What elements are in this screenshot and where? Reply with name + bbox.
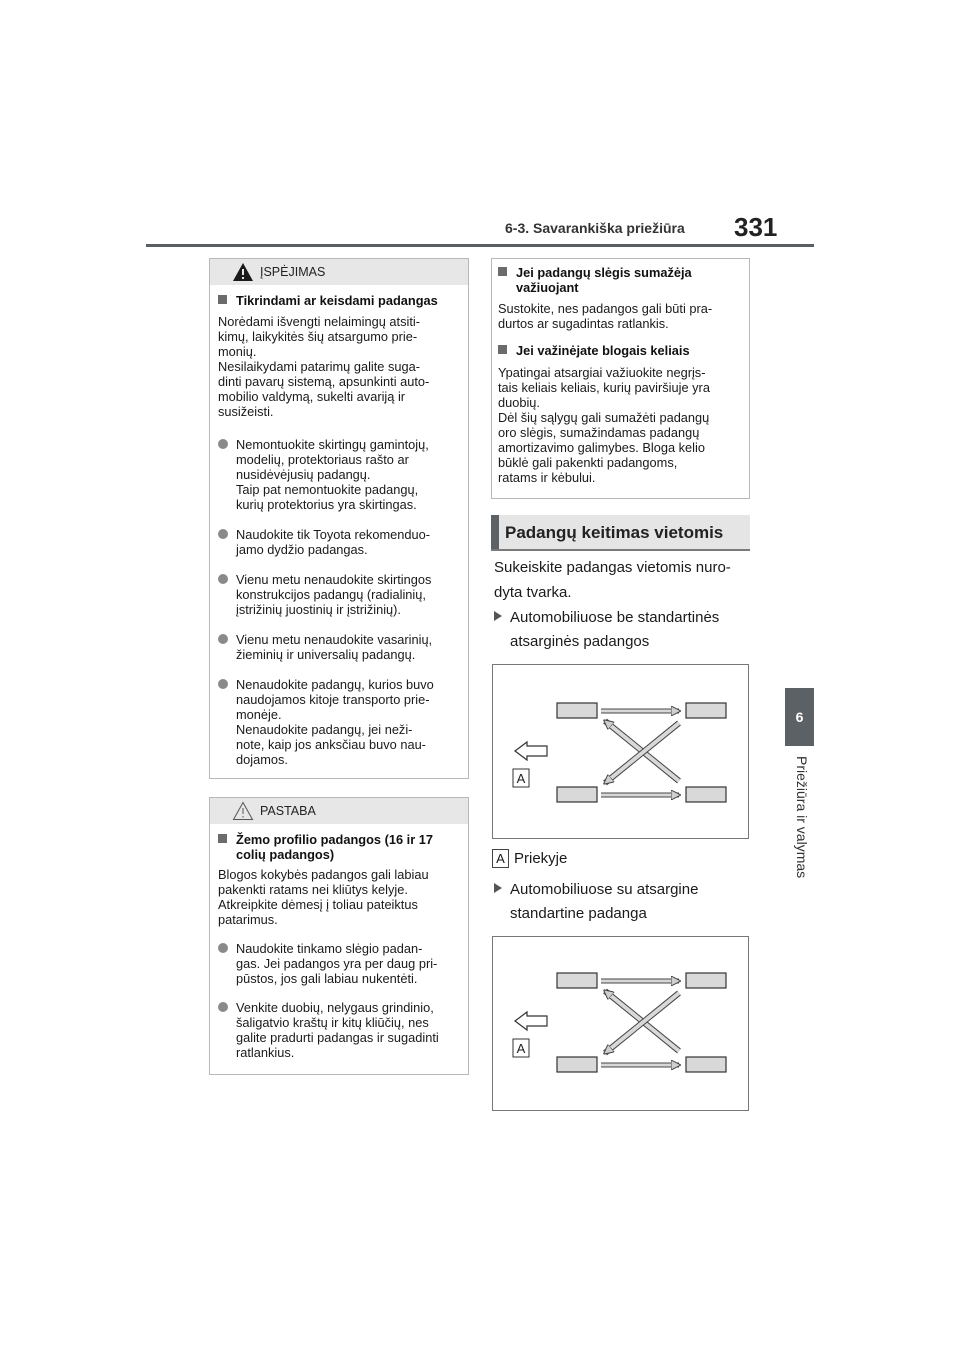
warning-bullet: Vienu metu nenaudokite vasarinių, žieminių ir universalių padangų. <box>218 632 460 662</box>
front-label: A <box>516 771 526 786</box>
warning-bullet: Nenaudokite padangų, kurios buvo naudojamos kitoje transporto prie- monėje. Nenaudokite padangų, jei neži- note, kaip jos anksčiau buvo nau- dojamos. <box>218 677 460 767</box>
page-number: 331 <box>734 212 778 242</box>
warning-triangle-icon <box>232 262 254 282</box>
round-bullet-icon <box>218 634 228 644</box>
warning-bullet: Nemontuokite skirtingų gamintojų, modelių, protektoriaus rašto ar nusidėvėjusių padangų. Taip pat nemontuokite padangų, kurių protektorius yra skirtingas. <box>218 437 460 512</box>
warning-title: ĮSPĖJIMAS <box>260 265 326 279</box>
round-bullet-icon <box>218 529 228 539</box>
tire-front-right <box>686 703 726 718</box>
warning-bullet: Naudokite tik Toyota rekomenduo- jamo dydžio padangas. <box>218 527 460 557</box>
round-bullet-icon <box>218 679 228 689</box>
info-heading: Jei padangų slėgis sumažėja važiuojant <box>498 265 743 295</box>
warning-heading: Tikrindami ar keisdami padangas <box>218 293 460 308</box>
square-bullet-icon <box>498 345 507 354</box>
section-accent <box>491 515 499 549</box>
rotation-diagram-svg <box>493 937 748 1110</box>
rotation-diagram-svg <box>493 665 748 838</box>
note-bullet: Naudokite tinkamo slėgio padan- gas. Jei padangos yra per daug pri- pūstos, jos gali labiau nukentėti. <box>218 941 460 986</box>
front-direction-arrow <box>515 1012 547 1030</box>
note-triangle-icon <box>232 801 254 821</box>
info-text: Sustokite, nes padangos gali būti pra- durtos ar sugadintas ratlankis. <box>498 301 713 331</box>
tire-front-right <box>686 973 726 988</box>
warning-intro: Norėdami išvengti nelaimingų atsiti- kimų, laikykitės šių atsargumo prie- monių. Nesilaikydami patarimų galite suga- dinti pavarų sistemą, apsunkinti auto- mobilio valdymą, sukelti avariją ir susižeisti. <box>218 314 430 419</box>
info-text: Ypatingai atsargiai važiuokite negrįs- tais keliais keliais, kurių paviršiuje yra duobių. Dėl šių sąlygų gali sumažėti padangų oro slėgis, sumažindamas padangų amortizavimo galimybes. Bloga kelio būklė gali pakenkti padangoms, ratams ir kėbului. <box>498 365 710 485</box>
tire-rear-left <box>557 1057 597 1072</box>
note-bullet: Venkite duobių, nelygaus grindinio, šaligatvio kraštų ir kitų kliūčių, nes galite pradurti padangas ir sugadinti ratlankius. <box>218 1000 460 1060</box>
legend-letter: A <box>492 849 509 868</box>
tire-rear-right <box>686 1057 726 1072</box>
square-bullet-icon <box>218 834 227 843</box>
legend <box>492 848 567 870</box>
round-bullet-icon <box>218 574 228 584</box>
section-intro: Sukeiskite padangas vietomis nuro- dyta tvarka. <box>494 559 731 601</box>
square-bullet-icon <box>498 267 507 276</box>
arrow-bullet-icon <box>494 883 502 893</box>
note-heading: Žemo profilio padangos (16 ir 17 colių padangos) <box>218 832 460 862</box>
note-title: PASTABA <box>260 804 316 818</box>
legend-text: Priekyje <box>514 850 568 867</box>
tire-rear-left <box>557 787 597 802</box>
case1-heading: Automobiliuose be standartinės atsarginės padangos <box>494 607 719 653</box>
chapter-tab-number[interactable]: 6 <box>785 688 814 746</box>
front-label: A <box>516 1041 526 1056</box>
info-heading: Jei važinėjate blogais keliais <box>498 343 743 358</box>
arrow-bullet-icon <box>494 611 502 621</box>
section-header: 6-3. Savarankiška priežiūra <box>505 220 685 236</box>
front-direction-arrow <box>515 742 547 760</box>
round-bullet-icon <box>218 1002 228 1012</box>
header-rule <box>146 244 814 247</box>
tire-rear-right <box>686 787 726 802</box>
chapter-tab-label: Priežiūra ir valymas <box>794 756 810 879</box>
warning-bullet: Vienu metu nenaudokite skirtingos konstrukcijos padangų (radialinių, įstrižinių juostinių ir įstrižinių). <box>218 572 460 617</box>
note-intro: Blogos kokybės padangos gali labiau pakenkti ratams nei kliūtys kelyje. Atkreipkite dėmesį į toliau pateiktus patarimus. <box>218 867 429 927</box>
round-bullet-icon <box>218 439 228 449</box>
round-bullet-icon <box>218 943 228 953</box>
rotation-diagram-1 <box>492 664 749 839</box>
case2-heading: Automobiliuose su atsargine standartine padanga <box>494 879 698 925</box>
square-bullet-icon <box>218 295 227 304</box>
tire-front-left <box>557 973 597 988</box>
note-box-header <box>210 798 468 824</box>
section-title: Padangų keitimas vietomis <box>505 523 724 542</box>
tire-front-left <box>557 703 597 718</box>
warning-box-header <box>210 259 468 285</box>
section-title-bar <box>491 515 750 551</box>
note-box <box>209 797 469 1075</box>
warning-box <box>209 258 469 779</box>
rotation-diagram-2 <box>492 936 749 1111</box>
info-box <box>491 258 750 499</box>
